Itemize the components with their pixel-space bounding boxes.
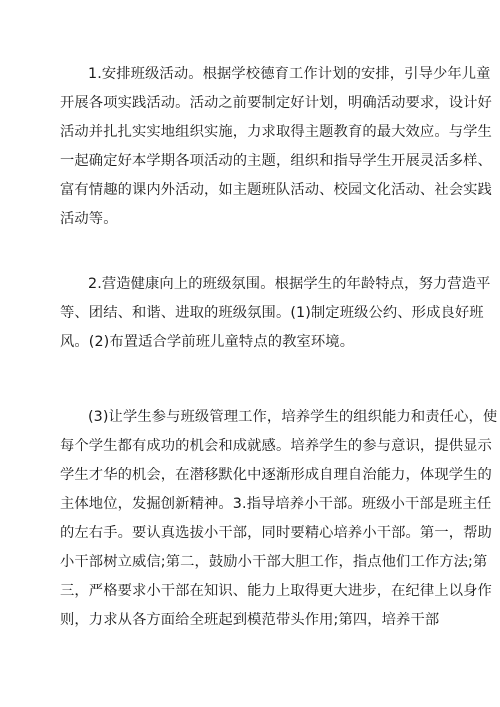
- text-line: 富有情趣的课内外活动，如主题班队活动、校园文化活动、社会实践: [60, 182, 492, 198]
- paragraph-class-activities: [60, 60, 492, 234]
- text-line: 小干部树立威信;第二，鼓励小干部大胆工作，指点他们工作方法;第: [60, 554, 488, 570]
- text-line: 三，严格要求小干部在知识、能力上取得更大进步，在纪律上以身作: [60, 583, 492, 599]
- paragraph-class-atmosphere: [60, 270, 491, 357]
- text-line: 主体地位，发掘创新精神。3.指导培养小干部。班级小干部是班主任: [60, 496, 492, 512]
- text-line: 学生才华的机会，在潜移默化中逐渐形成自理自治能力，体现学生的: [60, 467, 492, 483]
- text-line: 1.安排班级活动。根据学校德育工作计划的安排，引导少年儿童: [88, 66, 491, 82]
- text-line: 每个学生都有成功的机会和成就感。培养学生的参与意识，提供显示: [60, 438, 492, 454]
- text-line: 2.营造健康向上的班级氛围。根据学生的年龄特点，努力营造平: [88, 276, 491, 292]
- paragraph-student-participation: [60, 403, 498, 635]
- text-line: 开展各项实践活动。活动之前要制定好计划，明确活动要求，设计好: [60, 95, 492, 111]
- text-line: 则，力求从各方面给全班起到模范带头作用;第四，培养干部: [60, 612, 440, 628]
- text-line: 等、团结、和谐、进取的班级氛围。(1)制定班级公约、形成良好班: [60, 305, 484, 321]
- text-line: 活动等。: [60, 211, 118, 227]
- text-line: 活动并扎扎实实地组织实施，力求取得主题教育的最大效应。与学生: [60, 124, 492, 140]
- text-line: 的左右手。要认真选拔小干部，同时要精心培养小干部。第一，帮助: [60, 525, 492, 541]
- text-line: 一起确定好本学期各项活动的主题，组织和指导学生开展灵活多样、: [60, 153, 492, 169]
- text-line: (3)让学生参与班级管理工作，培养学生的组织能力和责任心，使: [88, 409, 498, 425]
- text-line: 风。(2)布置适合学前班儿童特点的教室环境。: [60, 334, 355, 350]
